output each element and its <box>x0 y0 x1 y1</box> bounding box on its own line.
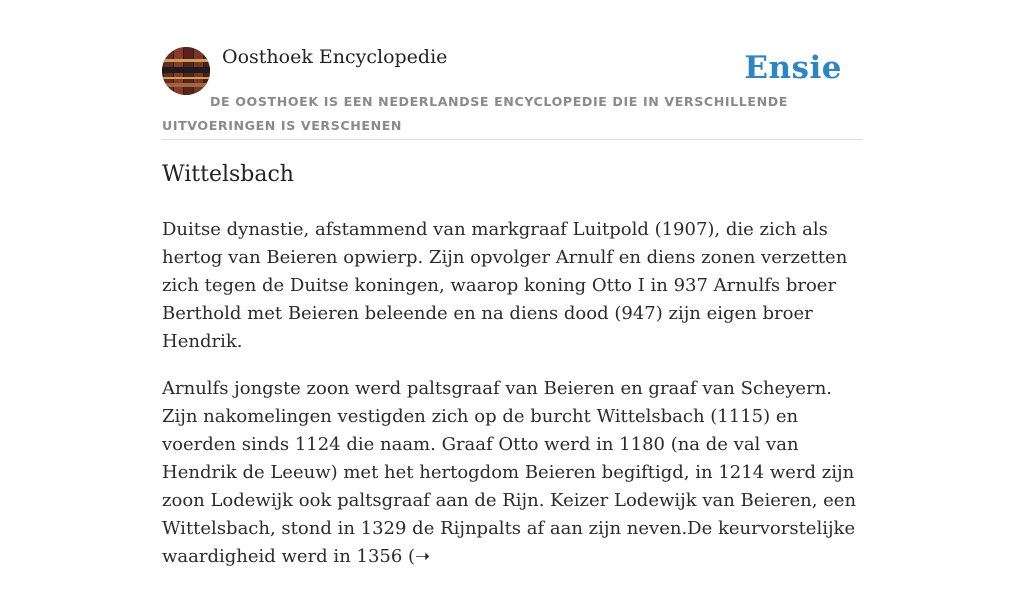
page-container <box>162 0 862 567</box>
book-spines-icon[interactable] <box>162 47 210 95</box>
page-title: Wittelsbach <box>162 162 294 187</box>
paragraph: Duitse dynastie, afstammend van markgraaf Luitpold (1907), die zich als hertog van Beieren opwierp. Zijn opvolger Arnulf en diens zonen verzetten zich tegen de Duitse koningen, waarop koning Otto I in 937 Arnulfs broer Berthold met Beieren beleende en na diens dood (947) zijn eigen broer Hendrik. <box>162 219 848 352</box>
brand-logo[interactable]: Ensie <box>744 50 842 86</box>
site-name[interactable]: Oosthoek Encyclopedie <box>222 46 448 68</box>
site-tagline: DE OOSTHOEK IS EEN NEDERLANDSE ENCYCLOPEDIE DIE IN VERSCHILLENDE UITVOERINGEN IS VERSCHENEN <box>162 94 789 133</box>
article-body <box>162 216 862 590</box>
site-header <box>162 0 862 140</box>
paragraph: Arnulfs jongste zoon werd paltsgraaf van Beieren en graaf van Scheyern. Zijn nakomelingen vestigden zich op de burcht Wittelsbach (1115) en voerden sinds 1124 die naam. Graaf Otto werd in 1180 (na de val van Hendrik de Leeuw) met het hertogdom Beieren begiftigd, in 1214 werd zijn zoon Lodewijk ook paltsgraaf aan de Rijn. Keizer Lodewijk van Beieren, een Wittelsbach, stond in 1329 de Rijnpalts af aan zijn neven.De keurvorstelijke waardigheid werd in 1356 (➝ <box>162 378 857 567</box>
